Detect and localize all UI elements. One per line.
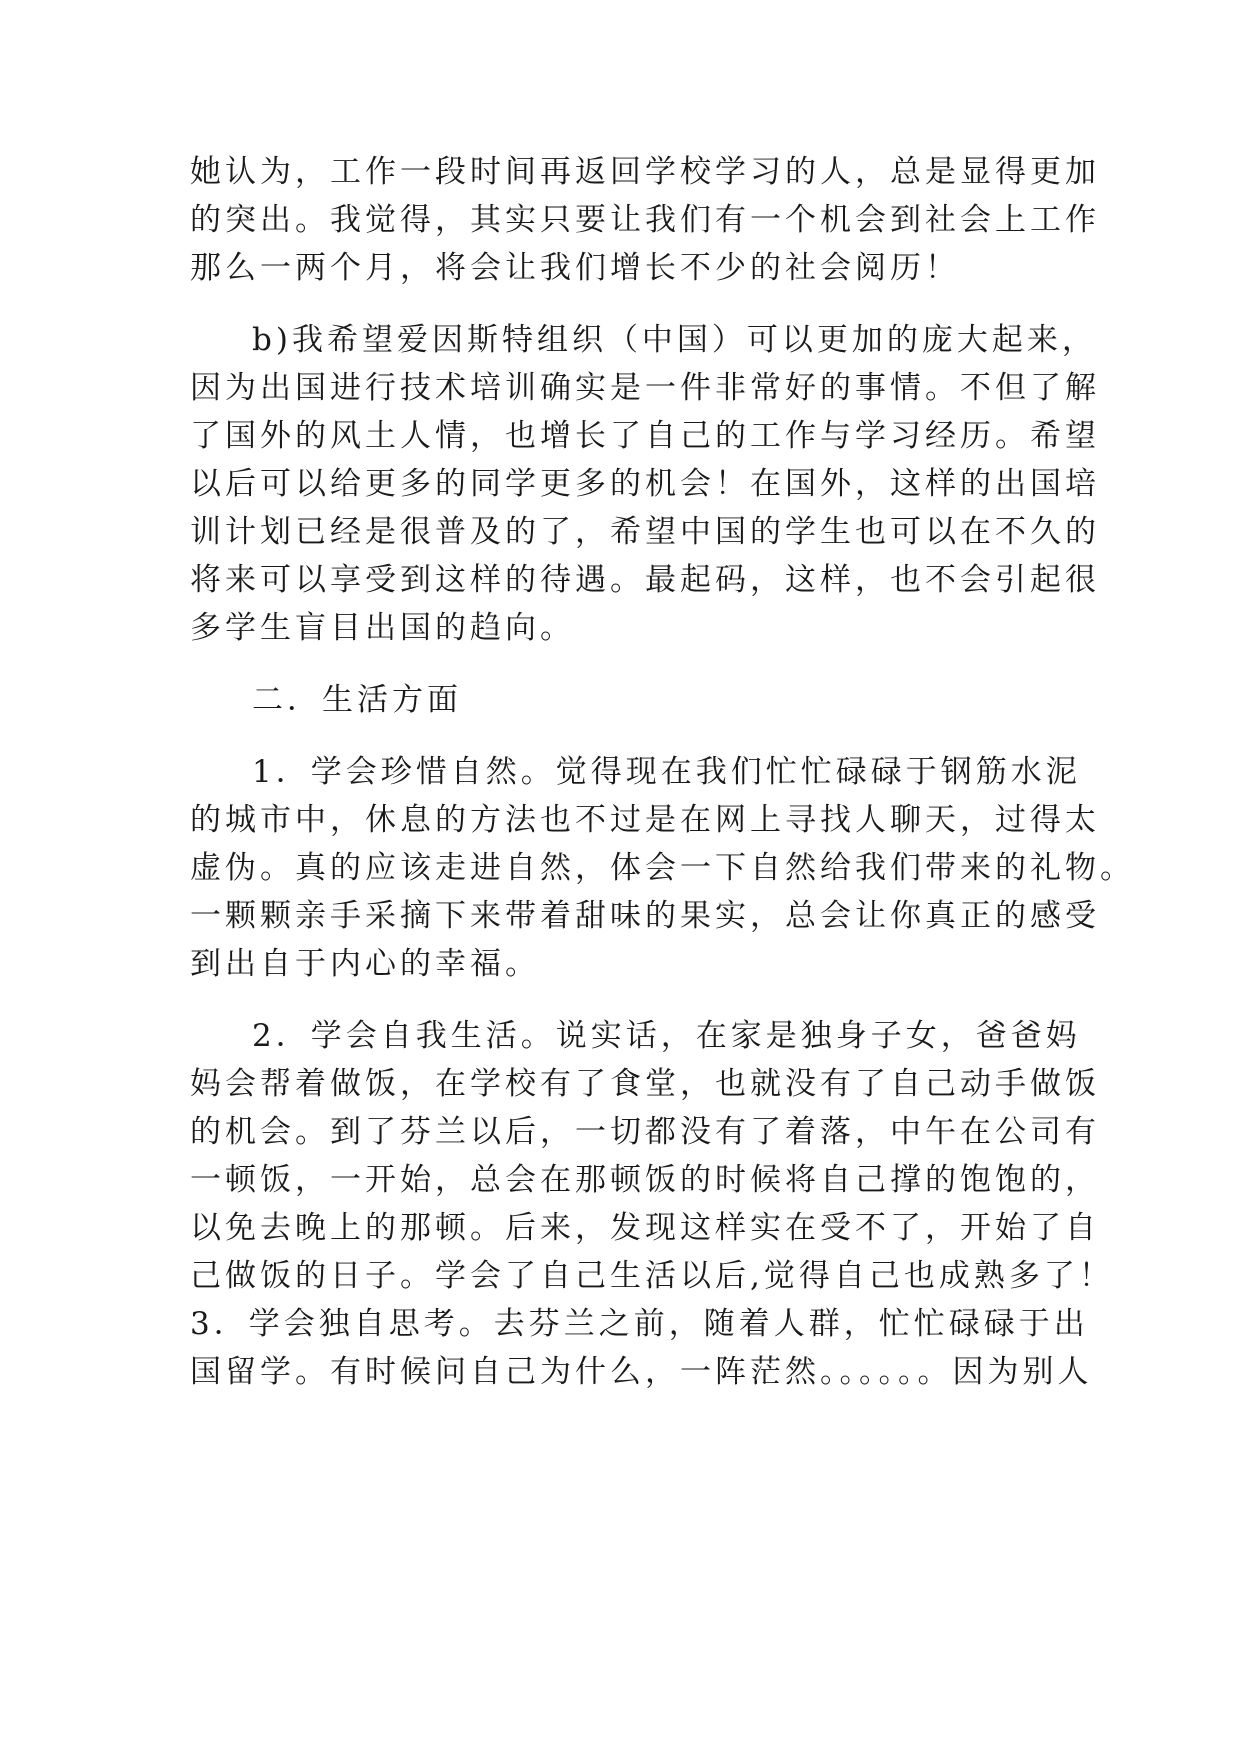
text-line: 己做饭的日子。学会了自己生活以后,觉得自己也成熟多了！: [190, 1258, 1114, 1294]
text-line: 以免去晚上的那顿。后来，发现这样实在受不了，开始了自: [190, 1210, 1100, 1246]
text-line: 3．学会独自思考。去芬兰之前，随着人群，忙忙碌碌于出: [190, 1306, 1089, 1342]
text-line: 到出自于内心的幸福。: [190, 946, 540, 982]
text-line: 因为出国进行技术培训确实是一件非常好的事情。不但了解: [190, 370, 1100, 406]
text-line: 妈会帮着做饭，在学校有了食堂，也就没有了自己动手做饭: [190, 1066, 1100, 1102]
text-line: 的机会。到了芬兰以后，一切都没有了着落，中午在公司有: [190, 1114, 1100, 1150]
text-line: 的城市中，休息的方法也不过是在网上寻找人聊天，过得太: [190, 802, 1100, 838]
text-line: 2．学会自我生活。说实话，在家是独身子女，爸爸妈: [252, 1018, 1081, 1054]
text-line: 一颗颗亲手采摘下来带着甜味的果实，总会让你真正的感受: [190, 898, 1100, 934]
text-line: 1．学会珍惜自然。觉得现在我们忙忙碌碌于钢筋水泥: [252, 754, 1081, 790]
text-line: 那么一两个月，将会让我们增长不少的社会阅历！: [190, 250, 960, 286]
text-line: 训计划已经是很普及的了，希望中国的学生也可以在不久的: [190, 514, 1100, 550]
text-line: 多学生盲目出国的趋向。: [190, 610, 575, 646]
text-line: 将来可以享受到这样的待遇。最起码，这样，也不会引起很: [190, 562, 1100, 598]
text-line: 一顿饭，一开始，总会在那顿饭的时候将自己撑的饱饱的，: [190, 1162, 1100, 1198]
text-line: 以后可以给更多的同学更多的机会！在国外，这样的出国培: [190, 466, 1100, 502]
text-line: 的突出。我觉得，其实只要让我们有一个机会到社会上工作: [190, 202, 1100, 238]
text-line: b)我希望爱因斯特组织（中国）可以更加的庞大起来，: [252, 322, 1097, 358]
section-heading: 二．生活方面: [252, 682, 462, 718]
text-line: 虚伪。真的应该走进自然，体会一下自然给我们带来的礼物。: [190, 850, 1135, 886]
text-line: 了国外的风土人情，也增长了自己的工作与学习经历。希望: [190, 418, 1100, 454]
text-line: 她认为，工作一段时间再返回学校学习的人，总是显得更加: [190, 154, 1100, 190]
text-line: 国留学。有时候问自己为什么，一阵茫然。。。。。。因为别人: [190, 1354, 1093, 1390]
